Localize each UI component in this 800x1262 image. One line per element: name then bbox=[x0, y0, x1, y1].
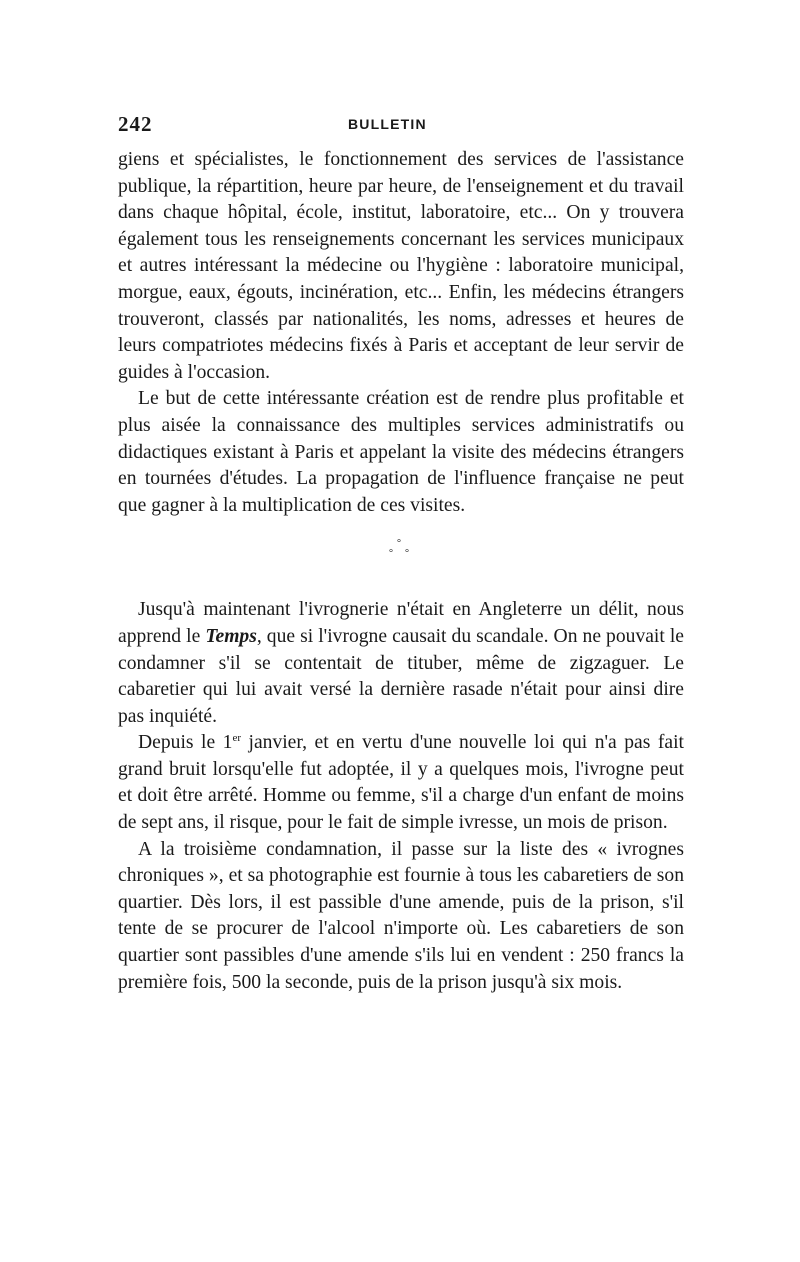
text-run: , que si l'ivrogne causait du scandale. On ne pouvait le condamner s'il se contentait de tituber, même de zigzaguer. Le cabaretier qui lui avait versé la dernière rasade n'était pour ainsi dire pas inquiété. bbox=[118, 625, 685, 727]
paragraph bbox=[118, 597, 684, 730]
running-title: BULLETIN bbox=[348, 116, 427, 132]
text-run: Jusqu'à maintenant l'ivrognerie n'était en Angleterre un délit, nous apprend le bbox=[118, 599, 684, 647]
asterism-ornament bbox=[388, 539, 414, 563]
paragraph: A la troisième condamnation, il passe sur la liste des « ivrognes chroniques », et sa photographie est fournie à tous les cabaretiers de son quartier. Dès lors, il est passible d'une amende, puis de la prison, s'il tente de se procurer de l'alcool n'importe où. Les cabaretiers de son quartier sont passibles d'une amende s'ils lui en vendent : 250 francs la première fois, 500 la seconde, puis de la prison jusqu'à six mois. bbox=[118, 838, 684, 993]
text-run: janvier, et en vertu d'une nouvelle loi qui n'a pas fait grand bruit lorsqu'elle fut adoptée, il y a quelques mois, l'ivrogne peut et doit être arrêté. Homme ou femme, s'il a charge d'un enfant de moins de sept ans, il risque, pour le fait de simple ivresse, un mois de prison. bbox=[118, 732, 684, 834]
page-number: 242 bbox=[118, 112, 153, 136]
paragraph: Le but de cette intéressante création est de rendre plus profitable et plus aisée la connaissance des multiples services administratifs ou didactiques existant à Paris et appelant la visite des médecins étrangers en tournées d'études. La propagation de l'influence française ne peut que gagner à la multiplication de ces visites. bbox=[118, 388, 684, 516]
asterism-dot: ° bbox=[405, 548, 409, 560]
asterism-dot: ° bbox=[389, 548, 393, 560]
ordinal-superscript: er bbox=[232, 732, 241, 745]
section-separator bbox=[118, 519, 684, 597]
text-run: Depuis le 1 bbox=[138, 732, 233, 754]
body-text bbox=[118, 147, 684, 996]
newspaper-title: Temps bbox=[205, 625, 257, 647]
paragraph-continued: giens et spécialistes, le fonctionnement des services de l'assistance publique, la répartition, heure par heure, de l'enseignement et du travail dans chaque hôpital, école, institut, laboratoire, etc... On y trouvera également tous les renseignements concernant les services municipaux et autres intéressant la médecine ou l'hygiène : laboratoire municipal, morgue, eaux, égouts, incinération, etc... Enfin, les médecins étrangers trouveront, classés par nationalités, les noms, adresses et heures de leurs compatriotes médecins fixés à Paris et acceptant de leur servir de guides à l'occasion. bbox=[118, 149, 684, 383]
asterism-dot: ° bbox=[397, 538, 401, 550]
paragraph bbox=[118, 730, 684, 836]
running-head bbox=[118, 112, 686, 138]
